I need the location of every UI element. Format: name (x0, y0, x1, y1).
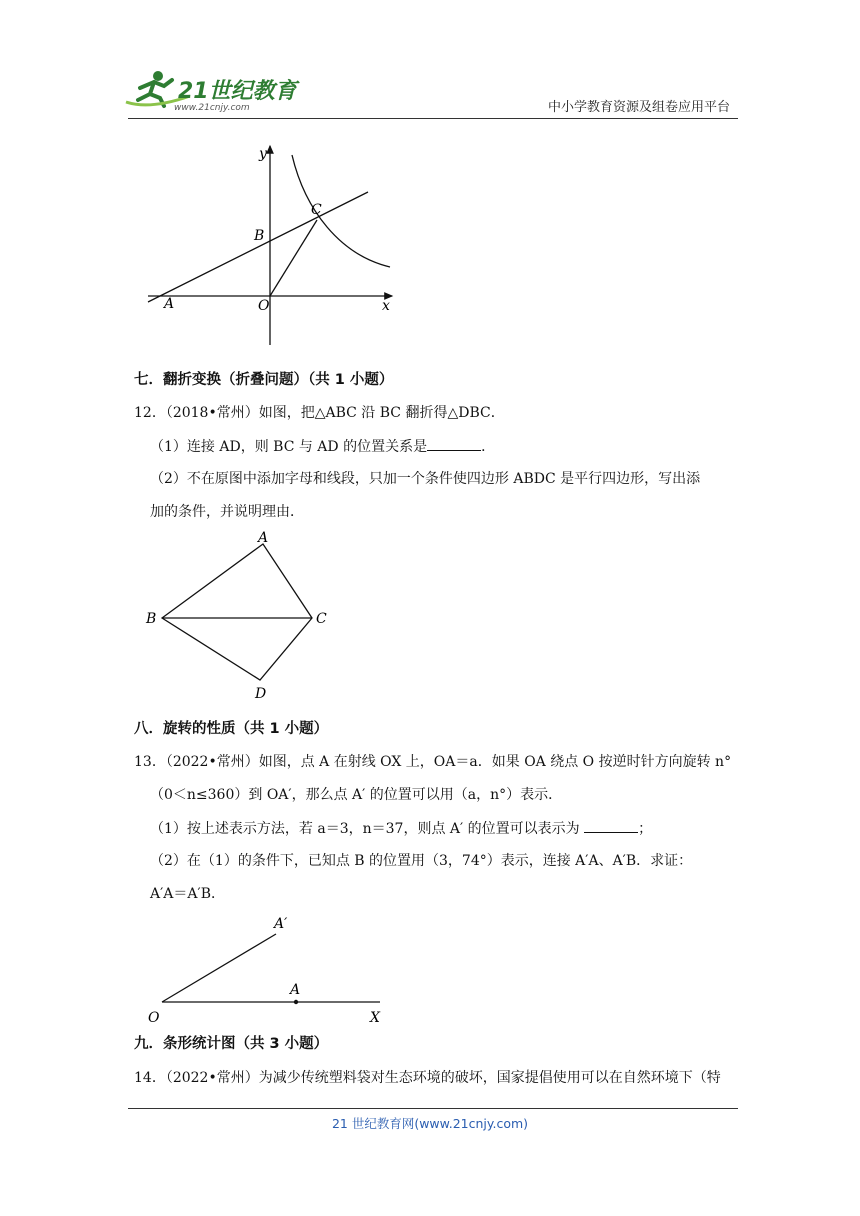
section-title-7: 七．翻折变换（折叠问题）（共 1 小题） (134, 372, 394, 388)
section-title-9: 九．条形统计图（共 3 小题） (134, 1036, 329, 1052)
figure-fold-triangle (140, 530, 340, 705)
label-c: C (316, 611, 327, 627)
kite-outline (162, 544, 312, 680)
label-y: y (259, 146, 267, 162)
q12-part1-text: （1）连接 AD，则 BC 与 AD 的位置关系是 (150, 439, 428, 455)
header-divider (128, 118, 738, 119)
question-12-stem: 12．（2018•常州）如图，把△ABC 沿 BC 翻折得△DBC． (134, 405, 505, 421)
segment-oc (270, 220, 317, 296)
logo-title: 21世纪教育 (178, 79, 297, 104)
line-ab (148, 192, 368, 302)
label-b: B (146, 611, 157, 627)
label-d: D (255, 686, 267, 702)
label-a-prime: A′ (274, 916, 288, 932)
question-13-line2: （0＜n≤360）到 OA′，那么点 A′ 的位置可以用（a，n°）表示． (150, 787, 563, 803)
label-c: C (311, 202, 322, 218)
point-a (294, 1000, 298, 1004)
question-13-part2-line1: （2）在（1）的条件下，已知点 B 的位置用（3，74°）表示，连接 A′A、A′B．求证： (150, 853, 693, 869)
answer-blank (584, 818, 638, 833)
question-12-part2-line1: （2）不在原图中添加字母和线段，只加一个条件使四边形 ABDC 是平行四边形，写出添 (150, 471, 701, 487)
answer-blank (427, 436, 481, 451)
footer-site-link[interactable]: 21 世纪教育网(www.21cnjy.com) (331, 1116, 529, 1131)
label-o: O (148, 1010, 160, 1026)
q13-part1-end: ； (638, 821, 653, 837)
label-a: A (258, 530, 269, 546)
question-14-line1: 14．（2022•常州）为减少传统塑料袋对生态环境的破坏，国家提倡使用可以在自然环境下（特 (134, 1070, 721, 1086)
label-x: X (370, 1010, 380, 1026)
header-platform-text: 中小学教育资源及组卷应用平台 (547, 100, 730, 115)
label-a: A (290, 982, 301, 998)
question-13-part1 (150, 818, 652, 839)
footer-divider (128, 1108, 738, 1109)
figure-rotation (140, 910, 400, 1030)
question-12-part1 (150, 436, 495, 457)
question-13-line1: 13．（2022•常州）如图，点 A 在射线 OX 上，OA＝a．如果 OA 绕点 O 按逆时针方向旋转 n° (134, 754, 732, 770)
hyperbola-curve (292, 155, 390, 267)
q12-part1-end: ． (481, 439, 496, 455)
question-13-part2-line2: A′A＝A′B． (150, 886, 225, 902)
figure-coordinate-hyperbola (140, 140, 400, 350)
label-b: B (254, 228, 265, 244)
logo-url: www.21cnjy.com (174, 103, 250, 113)
q13-part1-text: （1）按上述表示方法，若 a＝3，n＝37，则点 A′ 的位置可以表示为 (150, 821, 585, 837)
site-logo (120, 66, 300, 114)
section-title-8: 八．旋转的性质（共 1 小题） (134, 721, 329, 737)
label-a: A (164, 296, 175, 312)
ray-oa-prime (162, 934, 276, 1002)
label-o: O (258, 298, 270, 314)
question-12-part2-line2: 加的条件，并说明理由． (150, 504, 304, 520)
label-x: x (382, 298, 390, 314)
